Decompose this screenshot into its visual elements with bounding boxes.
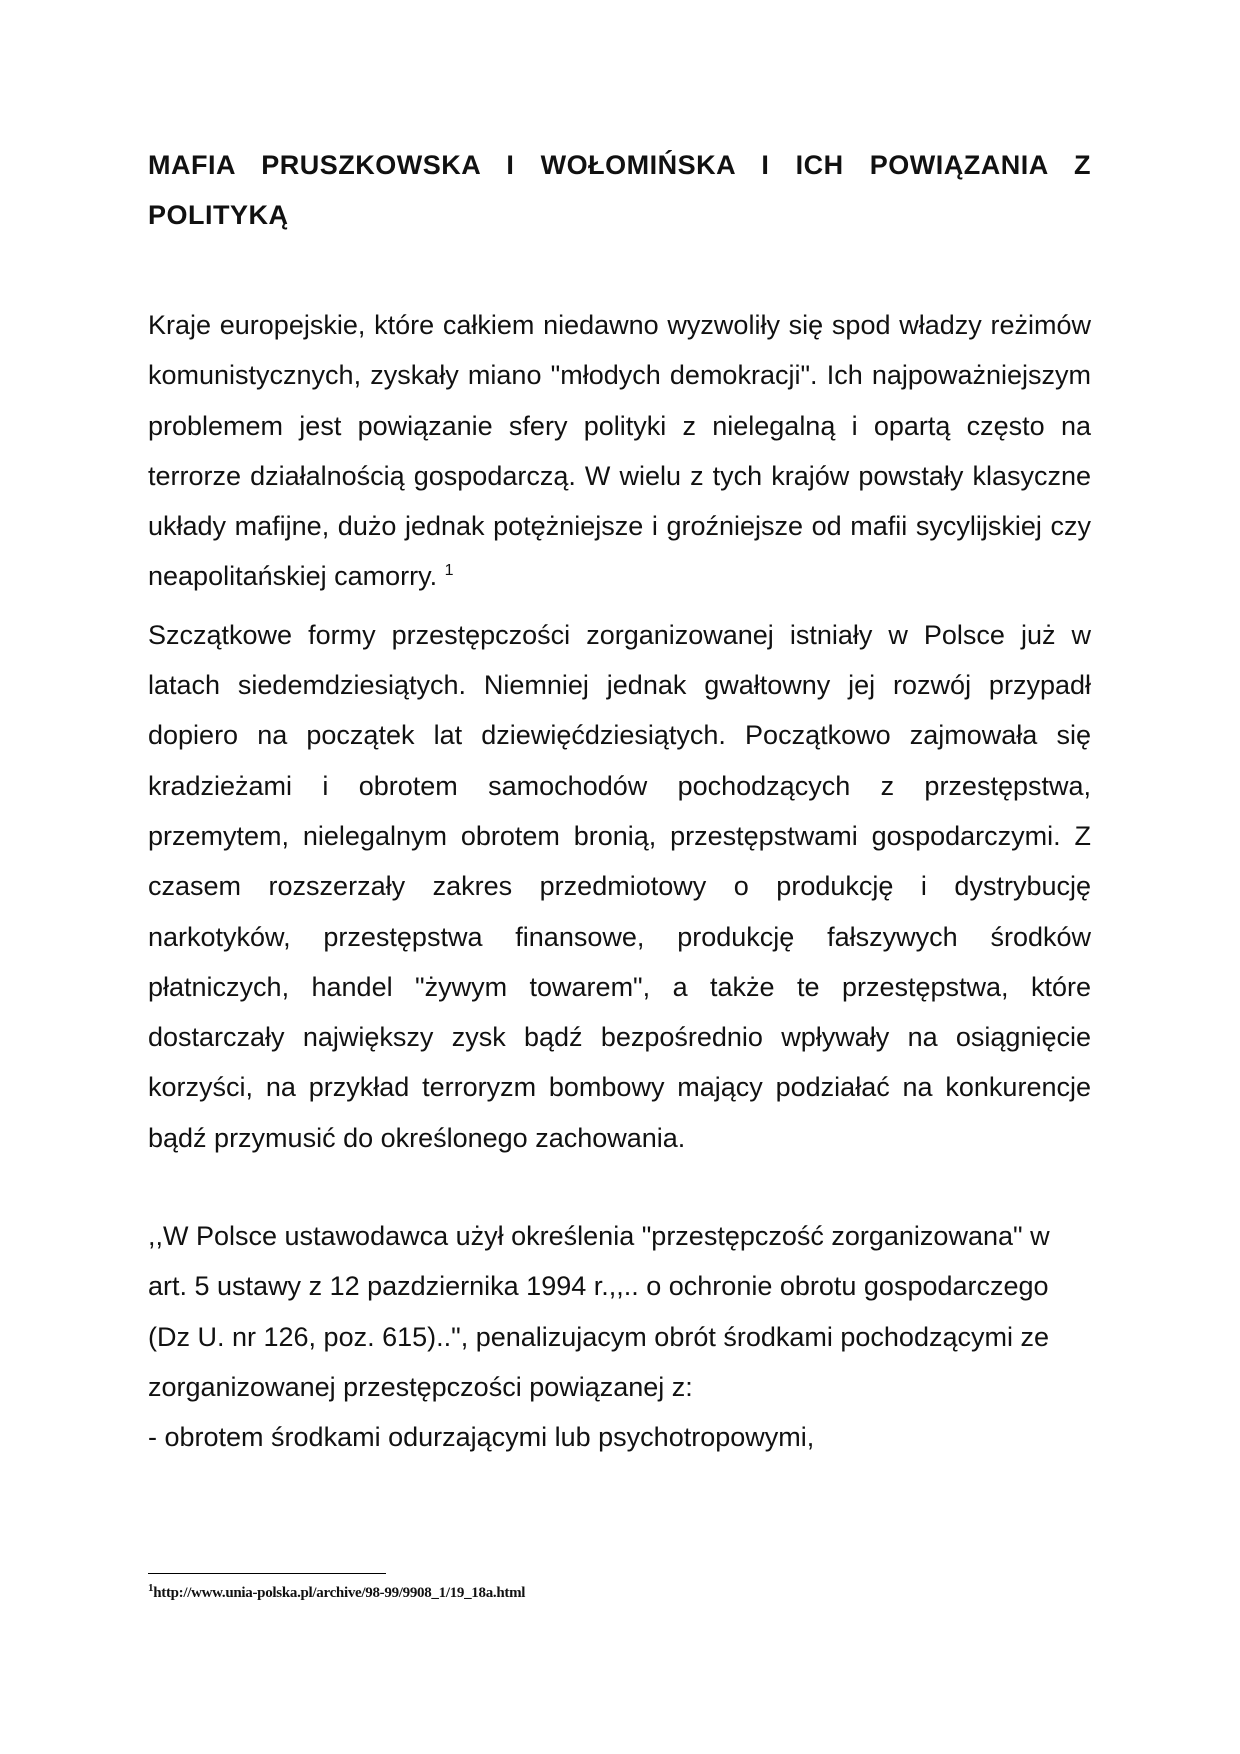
document-page: [148, 140, 1091, 1463]
paragraph-history: Szczątkowe formy przestępczości zorganizowanej istniały w Polsce już w latach siedemdziesiątych. Niemniej jednak gwałtowny jej rozwój przypadł dopiero na początek lat dziewięćdziesiątych. Początkowo zajmowała się kradzieżami i obrotem samochodów pochodzących z przestępstwa, przemytem, nielegalnym obrotem bronią, przestępstwami gospodarczymi. Z czasem rozszerzały zakres przedmiotowy o produkcję i dystrybucję narkotyków, przestępstwa finansowe, produkcję fałszywych środków płatniczych, handel "żywym towarem", a także te przestępstwa, które dostarczały największy zysk bądź bezpośrednio wpływały na osiągnięcie korzyści, na przykład terroryzm bombowy mający podziałać na konkurencje bądź przymusić do określonego zachowania.: [148, 619, 1091, 1153]
footnote: [148, 1584, 525, 1602]
footnote-separator: [148, 1573, 386, 1574]
document-title: MAFIA PRUSZKOWSKA I WOŁOMIŃSKA I ICH POWIĄZANIA Z POLITYKĄ: [148, 150, 1091, 230]
footnote-reference[interactable]: 1: [444, 562, 454, 580]
list-item-drugs: - obrotem środkami odurzającymi lub psychotropowymi,: [148, 1422, 815, 1453]
paragraph-intro-text: Kraje europejskie, które całkiem niedawno wyzwoliły się spod władzy reżimów komunistycznych, zyskały miano "młodych demokracji". Ich najpoważniejszym problemem jest powiązanie sfery polityki z nielegalną i opartą często na terrorze działalnością gospodarczą. W wielu z tych krajów powstały klasyczne układy mafijne, dużo jednak potężniejsze i groźniejsze od mafii sycylijskiej czy neapolitańskiej camorry.: [148, 310, 1091, 592]
paragraph-legal-definition: ,,W Polsce ustawodawca użył określenia "przestępczość zorganizowana" w art. 5 ustawy z 12 pazdziernika 1994 r.,,.. o ochronie obrotu gospodarczego (Dz U. nr 126, poz. 615)..", penalizujacym obrót środkami pochodzącymi ze zorganizowanej przestępczości powiązanej z:: [148, 1221, 1050, 1402]
footnote-link[interactable]: http://www.unia-polska.pl/archive/98-99/9908_1/19_18a.html: [153, 1585, 526, 1601]
footnote-number: 1: [148, 1582, 154, 1594]
paragraph-intro: [148, 300, 1091, 602]
